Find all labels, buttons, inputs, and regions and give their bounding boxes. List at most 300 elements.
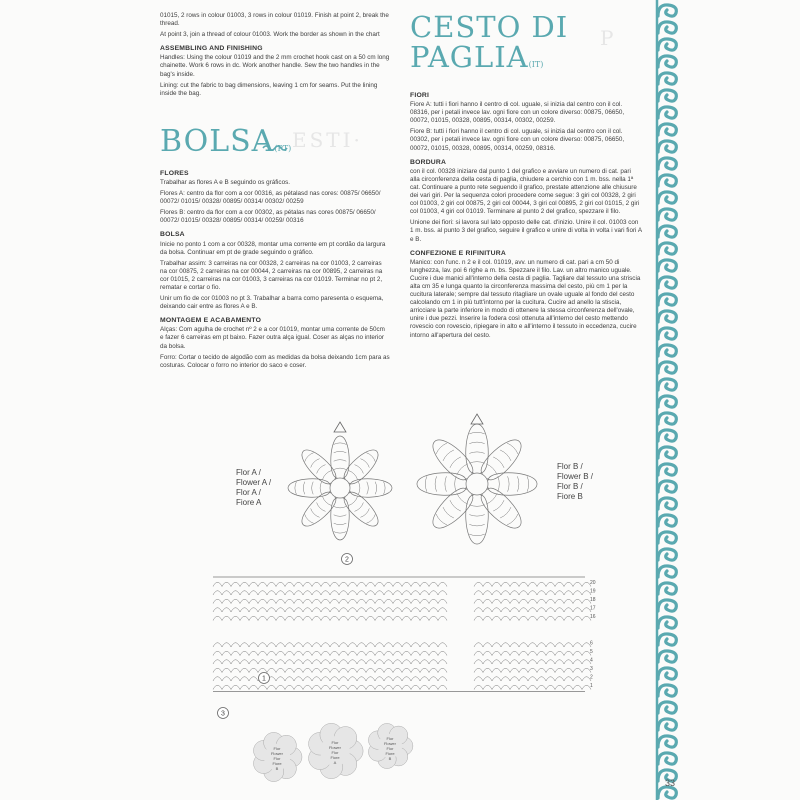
stitch-mark — [366, 453, 375, 462]
paragraph: Flores A: centro da flor com a cor 00316, as pétalasd nas cores: 00875/ 06650/ 00072/ 01015/ 00328/ 00895/ 00314/ 00302/ 00259 — [160, 190, 381, 206]
mesh-arc — [528, 591, 537, 595]
mesh-arc — [303, 660, 312, 664]
mesh-arc — [258, 685, 267, 689]
mesh-arc — [222, 608, 231, 612]
petal — [350, 479, 392, 497]
mesh-arc — [492, 643, 501, 647]
mesh-arc — [510, 660, 519, 664]
mesh-arc — [339, 651, 348, 655]
mesh-arc — [294, 616, 303, 620]
mesh-arc — [546, 677, 555, 681]
mesh-arc — [528, 660, 537, 664]
mesh-arc — [303, 591, 312, 595]
mesh-arc — [492, 660, 501, 664]
mesh-arc — [321, 599, 330, 603]
mesh-arc — [330, 643, 339, 647]
mesh-arc — [213, 685, 222, 689]
paragraph: Unir um fio de cor 01003 no pt 3. Trabalhar a barra como paresenta o esquema, deixando cair entre as flores A e B. — [160, 295, 384, 311]
mesh-arc — [330, 677, 339, 681]
petal — [331, 498, 349, 540]
mesh-arc — [528, 651, 537, 655]
flower-a-petals — [288, 436, 392, 540]
mesh-arc — [555, 608, 564, 612]
stitch-mark — [311, 459, 320, 468]
mesh-arc — [429, 685, 438, 689]
mesh-arc — [546, 643, 555, 647]
petal — [433, 440, 473, 480]
mesh-arc — [213, 677, 222, 681]
mesh-arc — [285, 591, 294, 595]
mesh-arc — [546, 668, 555, 672]
mesh-arc — [483, 582, 492, 586]
mesh-arc — [366, 651, 375, 655]
mesh-arc — [501, 582, 510, 586]
mesh-arc — [285, 651, 294, 655]
mesh-arc — [510, 685, 519, 689]
mesh-arc — [366, 685, 375, 689]
mesh-arc — [348, 616, 357, 620]
mesh-arc — [510, 616, 519, 620]
mesh-arc — [420, 668, 429, 672]
stitch-mark — [486, 464, 497, 475]
mesh-arc — [303, 582, 312, 586]
mesh-arc — [519, 668, 528, 672]
mesh-arc — [303, 668, 312, 672]
mesh-grid — [213, 577, 591, 692]
mesh-arc — [501, 616, 510, 620]
section-heading-bordura: BORDURA — [410, 158, 447, 166]
mesh-arc — [546, 616, 555, 620]
mesh-arc — [384, 685, 393, 689]
mesh-arc — [492, 668, 501, 672]
mesh-arc — [276, 582, 285, 586]
stitch-mark — [493, 500, 504, 511]
mesh-arc — [231, 651, 240, 655]
mesh-arc — [537, 660, 546, 664]
mesh-arc — [564, 599, 573, 603]
mesh-arc — [501, 668, 510, 672]
mesh-arc — [285, 643, 294, 647]
mesh-arc — [555, 643, 564, 647]
stitch-mark — [469, 452, 484, 454]
point-marker-label: 3 — [221, 710, 225, 718]
mesh-arc — [321, 591, 330, 595]
stitch-mark — [500, 450, 511, 461]
mesh-arc — [555, 677, 564, 681]
language-tag: (PT) — [274, 143, 292, 153]
stitch-mark — [295, 482, 297, 495]
mesh-arc — [429, 599, 438, 603]
paragraph: Lining: cut the fabric to bag dimensions, leaving 1 cm for seams. Put the lining inside the bag. — [160, 81, 378, 97]
mesh-arc — [276, 651, 285, 655]
mesh-arc — [294, 668, 303, 672]
mesh-arc — [231, 643, 240, 647]
mesh-arc — [492, 608, 501, 612]
mesh-arc — [330, 616, 339, 620]
small-flower-text-line: Flower — [328, 745, 342, 750]
mesh-arc — [258, 616, 267, 620]
stitch-mark — [457, 493, 468, 504]
mesh-arc — [339, 668, 348, 672]
mesh-arc — [420, 685, 429, 689]
mesh-arc — [303, 651, 312, 655]
row-number: 1 — [590, 683, 593, 689]
mesh-arc — [357, 643, 366, 647]
stitch-mark — [354, 502, 363, 511]
small-flower-text-line: Flor — [273, 746, 281, 751]
mesh-arc — [312, 668, 321, 672]
mesh-arc — [258, 668, 267, 672]
mesh-arc — [249, 608, 258, 612]
mesh-arc — [483, 599, 492, 603]
mesh-arc — [573, 685, 582, 689]
mesh-arc — [519, 643, 528, 647]
mesh-arc — [366, 616, 375, 620]
mesh-arc — [393, 599, 402, 603]
mesh-arc — [555, 599, 564, 603]
mesh-arc — [321, 616, 330, 620]
stitch-mark — [317, 465, 326, 474]
mesh-arc — [501, 608, 510, 612]
stitch-mark — [436, 514, 447, 525]
mesh-arc — [357, 608, 366, 612]
stitch-mark — [469, 524, 484, 526]
petal — [481, 488, 521, 528]
mesh-arc — [357, 591, 366, 595]
mesh-arc — [537, 591, 546, 595]
mesh-arc — [384, 651, 393, 655]
mesh-arc — [222, 685, 231, 689]
stitch-mark — [436, 443, 447, 454]
row-number: 5 — [590, 649, 593, 655]
small-flower-text-line: Fiore — [330, 755, 340, 760]
mesh-arc — [420, 677, 429, 681]
row-numbers — [590, 580, 596, 689]
mesh-arc — [492, 651, 501, 655]
mesh-arc — [519, 660, 528, 664]
mesh-arc — [573, 643, 582, 647]
mesh-arc — [348, 582, 357, 586]
mesh-arc — [213, 651, 222, 655]
mesh-arc — [528, 668, 537, 672]
mesh-arc — [573, 668, 582, 672]
mesh-arc — [294, 599, 303, 603]
mesh-arc — [222, 677, 231, 681]
small-flower-text-line: Flor — [331, 750, 339, 755]
row-number: 20 — [590, 580, 596, 586]
small-flower-text-line: B — [388, 756, 392, 761]
small-flower-text-line: A — [333, 760, 337, 765]
mesh-arc — [339, 608, 348, 612]
mesh-arc — [411, 608, 420, 612]
mesh-arc — [330, 685, 339, 689]
mesh-arc — [501, 651, 510, 655]
mesh-arc — [483, 685, 492, 689]
mesh-arc — [294, 660, 303, 664]
mesh-arc — [375, 616, 384, 620]
petal — [417, 473, 466, 495]
row-number: 19 — [590, 588, 596, 595]
mesh-arc — [420, 616, 429, 620]
stitch-mark — [367, 482, 369, 495]
stitch-mark — [469, 534, 484, 536]
mesh-arc — [375, 591, 384, 595]
mesh-arc — [240, 651, 249, 655]
paragraph: Alças: Com agulha de crochet nº 2 e a cor 01019, montar uma corrente de 50cm e fazer 6 carreiras em pt baixo. Fazer outra alça igual. Coser as alças no interior da bolsa. — [160, 326, 385, 350]
mesh-arc — [483, 643, 492, 647]
mesh-arc — [348, 685, 357, 689]
mesh-arc — [267, 582, 276, 586]
mesh-arc — [564, 668, 573, 672]
mesh-arc — [402, 591, 411, 595]
stitch-mark — [360, 508, 369, 517]
mesh-arc — [492, 677, 501, 681]
mesh-arc — [357, 677, 366, 681]
mesh-arc — [402, 582, 411, 586]
mesh-arc — [330, 651, 339, 655]
mesh-arc — [213, 616, 222, 620]
start-marker-icon — [471, 414, 483, 424]
stitch-mark — [334, 523, 347, 525]
mesh-arc — [312, 616, 321, 620]
stitch-mark — [457, 464, 468, 475]
mesh-arc — [348, 643, 357, 647]
mesh-arc — [501, 643, 510, 647]
mesh-arc — [384, 668, 393, 672]
mesh-arc — [249, 685, 258, 689]
stitch-mark — [305, 453, 314, 462]
stitch-mark — [435, 476, 437, 491]
mesh-arc — [474, 685, 483, 689]
mesh-arc — [285, 582, 294, 586]
mesh-arc — [366, 599, 375, 603]
mesh-arc — [528, 582, 537, 586]
border-mesh-chart — [205, 550, 605, 795]
mesh-arc — [258, 599, 267, 603]
mesh-arc — [330, 668, 339, 672]
mesh-arc — [339, 660, 348, 664]
left-column — [160, 12, 390, 373]
mesh-arc — [249, 651, 258, 655]
mesh-arc — [492, 599, 501, 603]
mesh-arc — [429, 660, 438, 664]
section-heading-montagem: MONTAGEM E ACABAMENTO — [160, 317, 262, 325]
mesh-arc — [240, 668, 249, 672]
mesh-arc — [321, 643, 330, 647]
stitch-mark — [349, 471, 358, 480]
mesh-arc — [294, 651, 303, 655]
mesh-arc — [564, 677, 573, 681]
stitch-mark — [354, 465, 363, 474]
mesh-arc — [429, 668, 438, 672]
mesh-arc — [564, 591, 573, 595]
mesh-arc — [276, 677, 285, 681]
mesh-arc — [231, 591, 240, 595]
mesh-arc — [528, 685, 537, 689]
paragraph: 01015, 2 rows in colour 01003, 3 rows in colour 01019. Finish at point 2, break the thread. — [160, 12, 389, 28]
paragraph: Handles: Using the colour 01019 and the 2 mm crochet hook cast on a 50 cm long chainette. Work 6 rows in dc. Work another handle. Sew the two handles in the bag's inside. — [160, 54, 390, 78]
flower-b-label: Flor B / Flower B / Flor B / Fiore B — [557, 462, 594, 501]
mesh-arc — [330, 660, 339, 664]
mesh-arc — [375, 677, 384, 681]
mesh-arc — [537, 685, 546, 689]
mesh-arc — [366, 591, 375, 595]
mesh-arc — [411, 582, 420, 586]
mesh-arc — [510, 591, 519, 595]
mesh-arc — [375, 651, 384, 655]
mesh-arc — [303, 616, 312, 620]
mesh-arc — [276, 591, 285, 595]
mesh-arc — [474, 599, 483, 603]
mesh-arc — [276, 599, 285, 603]
mesh-arc — [384, 591, 393, 595]
stitch-mark — [507, 514, 518, 525]
stitch-mark — [320, 482, 322, 495]
mesh-arc — [303, 677, 312, 681]
mesh-arc — [546, 599, 555, 603]
mesh-arc — [231, 685, 240, 689]
stitch-mark — [445, 476, 447, 491]
mesh-arc — [231, 608, 240, 612]
mesh-arc — [393, 591, 402, 595]
stitch-mark — [349, 497, 358, 506]
mesh-arc — [438, 599, 447, 603]
intro-text — [160, 12, 390, 39]
mesh-arc — [402, 651, 411, 655]
mesh-arc — [501, 685, 510, 689]
stitch-mark — [366, 514, 375, 523]
mesh-arc — [384, 608, 393, 612]
mesh-arc — [411, 660, 420, 664]
mesh-arc — [348, 668, 357, 672]
mesh-arc — [411, 591, 420, 595]
mesh-arc — [339, 599, 348, 603]
mesh-arc — [222, 582, 231, 586]
mesh-arc — [537, 668, 546, 672]
paragraph: Inicie no ponto 1 com a cor 00328, montar uma corrente em pt cordão da largura da bolsa. Continuar em pt de grade seguindo o gráfico. — [160, 240, 386, 256]
mesh-arc — [519, 608, 528, 612]
mesh-arc — [429, 591, 438, 595]
mesh-arc — [474, 608, 483, 612]
petal — [466, 424, 488, 473]
mesh-arc — [258, 591, 267, 595]
mesh-arc — [402, 668, 411, 672]
stitch-mark — [305, 514, 314, 523]
mesh-arc — [240, 643, 249, 647]
mesh-arc — [303, 608, 312, 612]
mesh-arc — [357, 616, 366, 620]
mesh-arc — [240, 599, 249, 603]
mesh-arc — [258, 582, 267, 586]
stitch-mark — [507, 443, 518, 454]
mesh-arc — [285, 608, 294, 612]
mesh-arc — [267, 651, 276, 655]
mesh-arc — [537, 677, 546, 681]
mesh-arc — [393, 651, 402, 655]
flower-center — [466, 473, 488, 495]
mesh-arc — [375, 685, 384, 689]
mesh-arc — [483, 651, 492, 655]
mesh-arc — [366, 643, 375, 647]
mesh-arc — [474, 582, 483, 586]
mesh-arc — [276, 660, 285, 664]
mesh-arc — [510, 651, 519, 655]
cesto-title-line2-text: PAGLIA — [410, 40, 529, 74]
paragraph: Trabalhar as flores A e B seguindo os gráficos. — [160, 178, 290, 186]
mesh-arc — [402, 660, 411, 664]
stitch-mark — [360, 459, 369, 468]
mesh-arc — [573, 677, 582, 681]
mesh-arc — [348, 608, 357, 612]
small-flower-text-line: Flor — [386, 736, 394, 741]
mesh-arc — [564, 651, 573, 655]
stitch-mark — [334, 532, 347, 534]
mesh-arc — [222, 668, 231, 672]
mesh-arc — [249, 616, 258, 620]
small-flower-text-line: Fiore — [385, 751, 395, 756]
mesh-arc — [231, 582, 240, 586]
mesh-arc — [546, 608, 555, 612]
mesh-arc — [573, 651, 582, 655]
mesh-arc — [321, 668, 330, 672]
mesh-arc — [474, 677, 483, 681]
bleed-through-text: P — [600, 26, 617, 50]
mesh-arc — [384, 660, 393, 664]
mesh-arc — [429, 677, 438, 681]
mesh-arc — [294, 643, 303, 647]
mesh-arc — [312, 582, 321, 586]
mesh-arc — [429, 616, 438, 620]
stitch-mark — [425, 476, 427, 491]
mesh-arc — [249, 582, 258, 586]
row-number: 3 — [590, 666, 593, 672]
mesh-arc — [501, 660, 510, 664]
mesh-arc — [519, 677, 528, 681]
mesh-arc — [402, 616, 411, 620]
mesh-arc — [564, 660, 573, 664]
mesh-arc — [348, 677, 357, 681]
mesh-arc — [411, 643, 420, 647]
mesh-arc — [348, 660, 357, 664]
mesh-arc — [546, 582, 555, 586]
mesh-arc — [438, 591, 447, 595]
row-number: 6 — [590, 640, 593, 647]
petal — [466, 495, 488, 544]
mesh-arc — [429, 651, 438, 655]
mesh-arc — [393, 668, 402, 672]
mesh-arc — [294, 677, 303, 681]
row-number: 18 — [590, 597, 596, 603]
small-flower-text-line: Flor — [386, 746, 394, 751]
petal — [433, 488, 473, 528]
mesh-arc — [537, 599, 546, 603]
mesh-arc — [402, 599, 411, 603]
mesh-arc — [321, 685, 330, 689]
mesh-arc — [546, 660, 555, 664]
stitch-mark — [450, 457, 461, 468]
mesh-arc — [546, 591, 555, 595]
mesh-arc — [276, 616, 285, 620]
mesh-arc — [375, 608, 384, 612]
mesh-arc — [429, 643, 438, 647]
mesh-arc — [573, 616, 582, 620]
stitch-mark — [303, 482, 305, 495]
mesh-arc — [393, 616, 402, 620]
mesh-arc — [537, 643, 546, 647]
mesh-arc — [519, 685, 528, 689]
mesh-arc — [366, 608, 375, 612]
stitch-mark — [334, 506, 347, 508]
